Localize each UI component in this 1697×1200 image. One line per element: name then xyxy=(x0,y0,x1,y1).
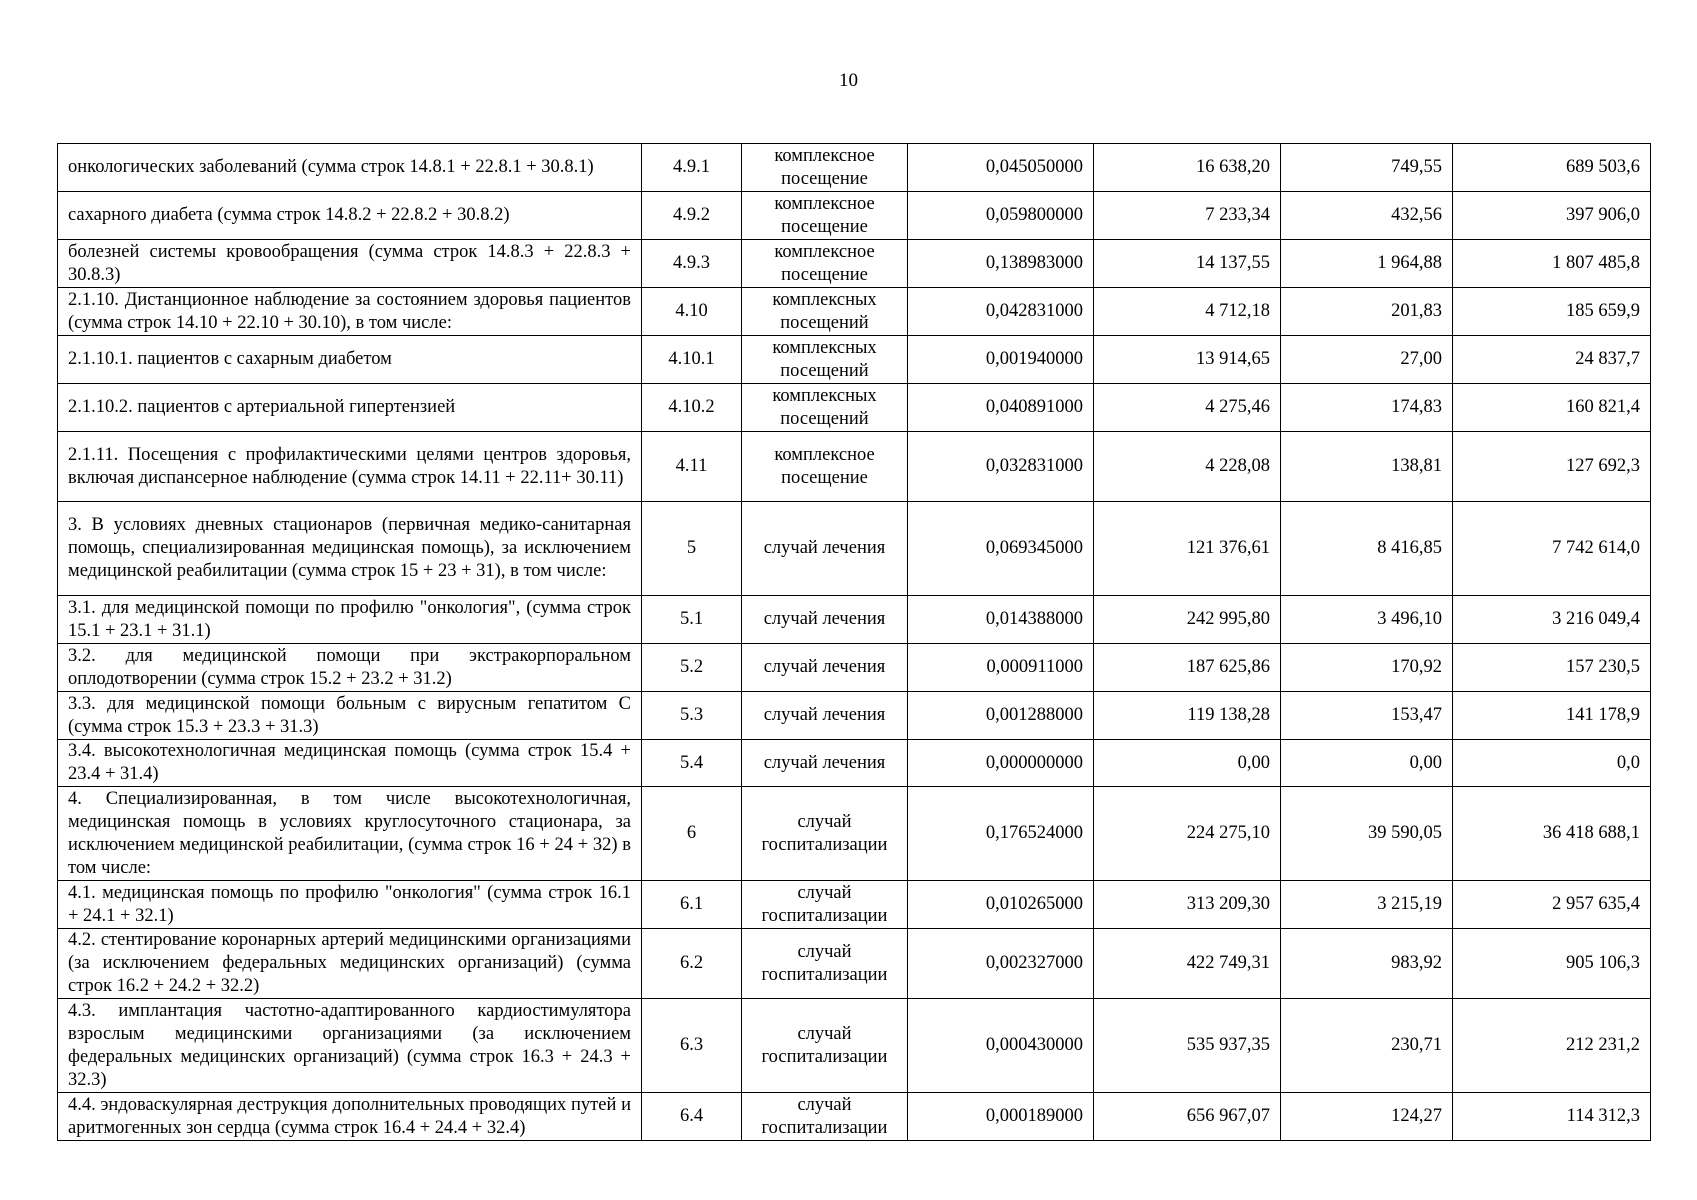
row-name: 2.1.10.1. пациентов с сахарным диабетом xyxy=(58,336,642,384)
row-norm: 0,001940000 xyxy=(908,336,1094,384)
row-code: 6.4 xyxy=(642,1093,742,1141)
table-row xyxy=(58,384,1651,432)
row-per-capita: 432,56 xyxy=(1281,192,1453,240)
row-norm: 0,002327000 xyxy=(908,929,1094,999)
row-unit: комплексное посещение xyxy=(742,432,908,502)
table-row xyxy=(58,240,1651,288)
row-cost: 16 638,20 xyxy=(1094,144,1281,192)
row-total: 1 807 485,8 xyxy=(1453,240,1651,288)
row-name: болезней системы кровообращения (сумма строк 14.8.3 + 22.8.3 + 30.8.3) xyxy=(58,240,642,288)
row-total: 157 230,5 xyxy=(1453,644,1651,692)
row-norm: 0,042831000 xyxy=(908,288,1094,336)
row-per-capita: 983,92 xyxy=(1281,929,1453,999)
row-cost: 535 937,35 xyxy=(1094,999,1281,1093)
table-row xyxy=(58,596,1651,644)
row-name: 4.1. медицинская помощь по профилю "онкология" (сумма строк 16.1 + 24.1 + 32.1) xyxy=(58,881,642,929)
row-unit: случай лечения xyxy=(742,502,908,596)
row-unit: комплексное посещение xyxy=(742,240,908,288)
row-norm: 0,001288000 xyxy=(908,692,1094,740)
row-total: 127 692,3 xyxy=(1453,432,1651,502)
table-row xyxy=(58,787,1651,881)
row-unit: случай лечения xyxy=(742,692,908,740)
row-norm: 0,176524000 xyxy=(908,787,1094,881)
row-per-capita: 1 964,88 xyxy=(1281,240,1453,288)
row-name: онкологических заболеваний (сумма строк 14.8.1 + 22.8.1 + 30.8.1) xyxy=(58,144,642,192)
table-row xyxy=(58,336,1651,384)
row-unit: случай лечения xyxy=(742,644,908,692)
row-code: 4.9.1 xyxy=(642,144,742,192)
row-norm: 0,014388000 xyxy=(908,596,1094,644)
row-name: 4.2. стентирование коронарных артерий медицинскими организациями (за исключением федеральных медицинских организаций) (сумма строк 16.2 + 24.2 + 32.2) xyxy=(58,929,642,999)
row-per-capita: 201,83 xyxy=(1281,288,1453,336)
row-per-capita: 153,47 xyxy=(1281,692,1453,740)
row-cost: 4 275,46 xyxy=(1094,384,1281,432)
row-cost: 0,00 xyxy=(1094,740,1281,787)
table-row xyxy=(58,502,1651,596)
row-total: 114 312,3 xyxy=(1453,1093,1651,1141)
row-per-capita: 138,81 xyxy=(1281,432,1453,502)
data-table xyxy=(57,143,1651,1141)
row-total: 185 659,9 xyxy=(1453,288,1651,336)
row-total: 397 906,0 xyxy=(1453,192,1651,240)
row-unit: случай госпитализации xyxy=(742,999,908,1093)
row-norm: 0,059800000 xyxy=(908,192,1094,240)
row-code: 4.11 xyxy=(642,432,742,502)
table-row xyxy=(58,144,1651,192)
table-row xyxy=(58,644,1651,692)
row-name: 2.1.10.2. пациентов с артериальной гипертензией xyxy=(58,384,642,432)
row-code: 5.2 xyxy=(642,644,742,692)
row-total: 24 837,7 xyxy=(1453,336,1651,384)
row-cost: 224 275,10 xyxy=(1094,787,1281,881)
row-per-capita: 39 590,05 xyxy=(1281,787,1453,881)
row-total: 0,0 xyxy=(1453,740,1651,787)
row-per-capita: 3 496,10 xyxy=(1281,596,1453,644)
row-name: 2.1.11. Посещения с профилактическими целями центров здоровья, включая диспансерное наблюдение (сумма строк 14.11 + 22.11+ 30.11) xyxy=(58,432,642,502)
row-total: 160 821,4 xyxy=(1453,384,1651,432)
table-row xyxy=(58,432,1651,502)
row-code: 4.9.3 xyxy=(642,240,742,288)
row-per-capita: 8 416,85 xyxy=(1281,502,1453,596)
row-per-capita: 170,92 xyxy=(1281,644,1453,692)
table-row xyxy=(58,192,1651,240)
row-cost: 422 749,31 xyxy=(1094,929,1281,999)
row-unit: случай госпитализации xyxy=(742,787,908,881)
row-unit: комплексное посещение xyxy=(742,192,908,240)
row-per-capita: 174,83 xyxy=(1281,384,1453,432)
row-name: 3.2. для медицинской помощи при экстракорпоральном оплодотворении (сумма строк 15.2 + 23.2 + 31.2) xyxy=(58,644,642,692)
row-cost: 313 209,30 xyxy=(1094,881,1281,929)
row-norm: 0,000911000 xyxy=(908,644,1094,692)
row-code: 4.10.1 xyxy=(642,336,742,384)
row-cost: 121 376,61 xyxy=(1094,502,1281,596)
row-unit: случай лечения xyxy=(742,740,908,787)
row-norm: 0,138983000 xyxy=(908,240,1094,288)
row-cost: 656 967,07 xyxy=(1094,1093,1281,1141)
row-per-capita: 124,27 xyxy=(1281,1093,1453,1141)
row-code: 4.10 xyxy=(642,288,742,336)
row-total: 36 418 688,1 xyxy=(1453,787,1651,881)
row-cost: 4 228,08 xyxy=(1094,432,1281,502)
row-code: 4.9.2 xyxy=(642,192,742,240)
row-code: 5.3 xyxy=(642,692,742,740)
row-code: 6.1 xyxy=(642,881,742,929)
row-unit: комплексное посещение xyxy=(742,144,908,192)
table-row xyxy=(58,999,1651,1093)
row-norm: 0,000000000 xyxy=(908,740,1094,787)
table-row xyxy=(58,740,1651,787)
row-code: 6.2 xyxy=(642,929,742,999)
row-total: 689 503,6 xyxy=(1453,144,1651,192)
row-cost: 187 625,86 xyxy=(1094,644,1281,692)
row-total: 905 106,3 xyxy=(1453,929,1651,999)
row-cost: 7 233,34 xyxy=(1094,192,1281,240)
row-name: 4.3. имплантация частотно-адаптированного кардиостимулятора взрослым медицинскими организациями (за исключением федеральных медицинских организаций) (сумма строк 16.3 + 24.3 + 32.3) xyxy=(58,999,642,1093)
table-row xyxy=(58,929,1651,999)
row-name: сахарного диабета (сумма строк 14.8.2 + 22.8.2 + 30.8.2) xyxy=(58,192,642,240)
row-code: 6.3 xyxy=(642,999,742,1093)
row-unit: случай госпитализации xyxy=(742,881,908,929)
row-unit: случай госпитализации xyxy=(742,1093,908,1141)
row-norm: 0,069345000 xyxy=(908,502,1094,596)
row-cost: 4 712,18 xyxy=(1094,288,1281,336)
row-name: 4. Специализированная, в том числе высокотехнологичная, медицинская помощь в условиях круглосуточного стационара, за исключением медицинской реабилитации, (сумма строк 16 + 24 + 32) в том числе: xyxy=(58,787,642,881)
row-name: 3.1. для медицинской помощи по профилю "онкология", (сумма строк 15.1 + 23.1 + 31.1) xyxy=(58,596,642,644)
row-code: 5 xyxy=(642,502,742,596)
row-name: 3.3. для медицинской помощи больным с вирусным гепатитом С (сумма строк 15.3 + 23.3 + 31.3) xyxy=(58,692,642,740)
row-unit: случай госпитализации xyxy=(742,929,908,999)
row-cost: 13 914,65 xyxy=(1094,336,1281,384)
row-total: 7 742 614,0 xyxy=(1453,502,1651,596)
table-row xyxy=(58,1093,1651,1141)
row-unit: комплексных посещений xyxy=(742,384,908,432)
row-name: 3.4. высокотехнологичная медицинская помощь (сумма строк 15.4 + 23.4 + 31.4) xyxy=(58,740,642,787)
row-norm: 0,000430000 xyxy=(908,999,1094,1093)
row-cost: 242 995,80 xyxy=(1094,596,1281,644)
row-norm: 0,032831000 xyxy=(908,432,1094,502)
row-cost: 119 138,28 xyxy=(1094,692,1281,740)
row-code: 6 xyxy=(642,787,742,881)
row-per-capita: 749,55 xyxy=(1281,144,1453,192)
row-name: 3. В условиях дневных стационаров (первичная медико-санитарная помощь, специализированная медицинская помощь), за исключением медицинской реабилитации (сумма строк 15 + 23 + 31), в том числе: xyxy=(58,502,642,596)
row-total: 2 957 635,4 xyxy=(1453,881,1651,929)
row-cost: 14 137,55 xyxy=(1094,240,1281,288)
row-total: 3 216 049,4 xyxy=(1453,596,1651,644)
row-per-capita: 27,00 xyxy=(1281,336,1453,384)
row-code: 5.4 xyxy=(642,740,742,787)
row-norm: 0,040891000 xyxy=(908,384,1094,432)
table-body xyxy=(58,144,1651,1141)
row-per-capita: 0,00 xyxy=(1281,740,1453,787)
table-row xyxy=(58,692,1651,740)
row-name: 2.1.10. Дистанционное наблюдение за состоянием здоровья пациентов (сумма строк 14.10 + 22.10 + 30.10), в том числе: xyxy=(58,288,642,336)
row-code: 5.1 xyxy=(642,596,742,644)
row-norm: 0,045050000 xyxy=(908,144,1094,192)
row-per-capita: 3 215,19 xyxy=(1281,881,1453,929)
row-norm: 0,000189000 xyxy=(908,1093,1094,1141)
row-total: 141 178,9 xyxy=(1453,692,1651,740)
row-norm: 0,010265000 xyxy=(908,881,1094,929)
row-unit: комплексных посещений xyxy=(742,336,908,384)
row-name: 4.4. эндоваскулярная деструкция дополнительных проводящих путей и аритмогенных зон сердца (сумма строк 16.4 + 24.4 + 32.4) xyxy=(58,1093,642,1141)
row-per-capita: 230,71 xyxy=(1281,999,1453,1093)
row-unit: комплексных посещений xyxy=(742,288,908,336)
row-code: 4.10.2 xyxy=(642,384,742,432)
table-row xyxy=(58,288,1651,336)
row-total: 212 231,2 xyxy=(1453,999,1651,1093)
table-row xyxy=(58,881,1651,929)
page-number: 10 xyxy=(839,70,858,91)
row-unit: случай лечения xyxy=(742,596,908,644)
